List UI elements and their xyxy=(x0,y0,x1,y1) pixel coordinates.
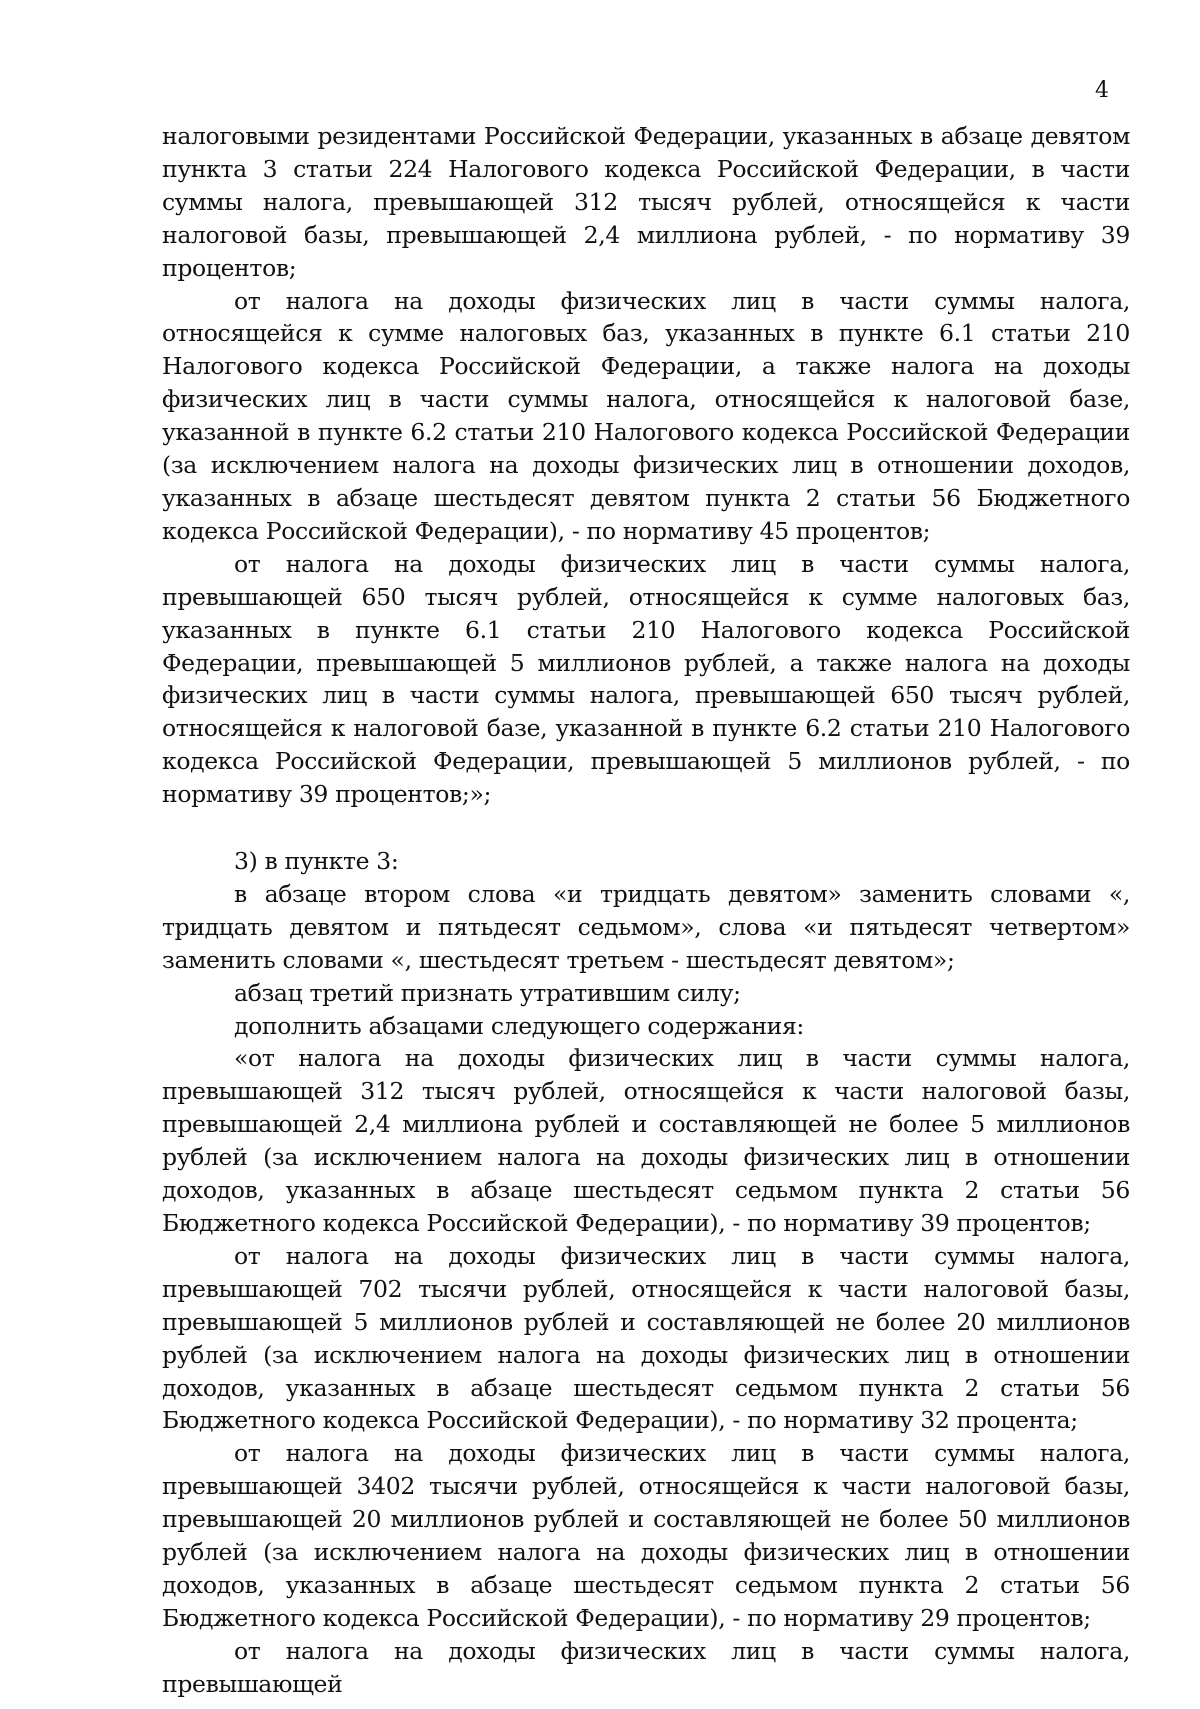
paragraph-8: «от налога на доходы физических лиц в части суммы налога, превышающей 312 тысяч рублей, относящейся к части налоговой базы, превышающей 2,4 миллиона рублей и составляющей не более 5 миллионов рублей (за исключением налога на доходы физических лиц в отношении доходов, указанных в абзаце шестьдесят седьмом пункта 2 статьи 56 Бюджетного кодекса Российской Федерации), - по нормативу 39 процентов; xyxy=(162,1044,1130,1237)
paragraph-4: 3) в пункте 3: xyxy=(234,847,399,876)
page-number: 4 xyxy=(1095,78,1109,103)
paragraph-3: от налога на доходы физических лиц в части суммы налога, превышающей 650 тысяч рублей, относящейся к сумме налоговых баз, указанных в пункте 6.1 статьи 210 Налогового кодекса Российской Федерации, превышающей 5 миллионов рублей, а также налога на доходы физических лиц в части суммы налога, превышающей 650 тысяч рублей, относящейся к налоговой базе, указанной в пункте 6.2 статьи 210 Налогового кодекса Российской Федерации, превышающей 5 миллионов рублей, - по нормативу 39 процентов;»; xyxy=(162,549,1130,809)
paragraph-2: от налога на доходы физических лиц в части суммы налога, относящейся к сумме налоговых баз, указанных в пункте 6.1 статьи 210 Налогового кодекса Российской Федерации, а также налога на доходы физических лиц в части суммы налога, относящейся к налоговой базе, указанной в пункте 6.2 статьи 210 Налогового кодекса Российской Федерации (за исключением налога на доходы физических лиц в отношении доходов, указанных в абзаце шестьдесят девятом пункта 2 статьи 56 Бюджетного кодекса Российской Федерации), - по нормативу 45 процентов; xyxy=(162,286,1130,545)
paragraph-10: от налога на доходы физических лиц в части суммы налога, превышающей 3402 тысячи рублей, относящейся к части налоговой базы, превышающей 20 миллионов рублей и составляющей не более 50 миллионов рублей (за исключением налога на доходы физических лиц в отношении доходов, указанных в абзаце шестьдесят седьмом пункта 2 статьи 56 Бюджетного кодекса Российской Федерации), - по нормативу 29 процентов; xyxy=(162,1439,1130,1632)
paragraph-5: в абзаце втором слова «и тридцать девятом» заменить словами «, тридцать девятом и пятьдесят седьмом», слова «и пятьдесят четвертом» заменить словами «, шестьдесят третьем - шестьдесят девятом»; xyxy=(162,879,1130,974)
paragraph-1: налоговыми резидентами Российской Федерации, указанных в абзаце девятом пункта 3 статьи 224 Налогового кодекса Российской Федерации, в части суммы налога, превышающей 312 тысяч рублей, относящейся к части налоговой базы, превышающей 2,4 миллиона рублей, - по нормативу 39 процентов; xyxy=(162,122,1130,282)
paragraph-6: абзац третий признать утратившим силу; xyxy=(234,978,741,1007)
paragraph-7: дополнить абзацами следующего содержания: xyxy=(234,1011,804,1040)
paragraph-9: от налога на доходы физических лиц в части суммы налога, превышающей 702 тысячи рублей, относящейся к части налоговой базы, превышающей 5 миллионов рублей и составляющей не более 20 миллионов рублей (за исключением налога на доходы физических лиц в отношении доходов, указанных в абзаце шестьдесят седьмом пункта 2 статьи 56 Бюджетного кодекса Российской Федерации), - по нормативу 32 процента; xyxy=(162,1241,1130,1435)
paragraph-11: от налога на доходы физических лиц в части суммы налога, превышающей xyxy=(162,1636,1130,1698)
document-body xyxy=(162,120,1130,1701)
